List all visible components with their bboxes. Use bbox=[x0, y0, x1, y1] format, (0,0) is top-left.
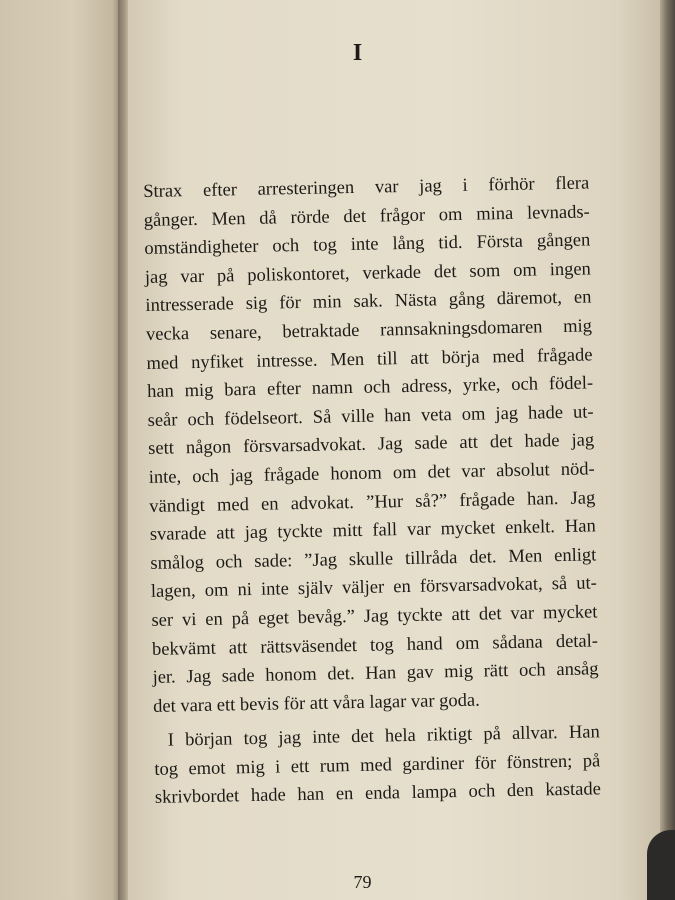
text-line: lagen, om ni inte själv väljer en försvarsadvokat, så ut- bbox=[150, 573, 598, 603]
paragraph-2 bbox=[154, 719, 602, 813]
text-line: Strax efter arresteringen var jag i förhör flera bbox=[143, 173, 590, 202]
text-line: I början tog jag inte det hela riktigt på allvar. Han bbox=[167, 722, 600, 751]
text-line: det vara ett bevis för att våra lagar var goda. bbox=[152, 690, 480, 717]
paragraph-1 bbox=[143, 169, 599, 721]
text-line: med nyfiket intresse. Men till att börja med frågade bbox=[146, 344, 593, 374]
text-line: jag var på poliskontoret, verkade det som om ingen bbox=[144, 259, 592, 288]
text-line: seår och födelseort. Så ville han veta om jag hade ut- bbox=[147, 402, 594, 431]
text-line: jer. Jag sade honom det. Han gav mig rätt och ansåg bbox=[152, 659, 599, 688]
page-edge bbox=[660, 0, 675, 900]
page-number: 79 bbox=[353, 872, 372, 892]
text-line: ser vi en på eget bevåg.” Jag tyckte att det var mycket bbox=[151, 602, 598, 631]
text-line: sett någon försvarsadvokat. Jag sade att det hade jag bbox=[148, 430, 595, 460]
left-page bbox=[0, 0, 122, 900]
text-line: vecka senare, betraktade rannsakningsdomaren mig bbox=[145, 316, 593, 345]
text-line: svarade att jag tyckte mitt fall var mycket enkelt. Han bbox=[149, 516, 596, 546]
text-line: smålog och sade: ”Jag skulle tillråda det. Men enligt bbox=[150, 545, 597, 574]
text-line: vändigt med en advokat. ”Hur så?” frågade han. Jag bbox=[149, 487, 596, 517]
text-line: bekvämt att rättsväsendet tog hand om sådana detal- bbox=[151, 630, 599, 660]
chapter-heading: I bbox=[352, 40, 363, 66]
text-line: tog emot mig i ett rum med gardiner för fönstren; på bbox=[154, 751, 601, 780]
text-line: gånger. Men då rörde det frågor om mina levnads- bbox=[143, 202, 590, 231]
text-line: omständigheter och tog inte lång tid. Första gången bbox=[144, 230, 591, 260]
text-line: skrivbordet hade han en enda lampa och den kastade bbox=[154, 779, 602, 809]
text-line: inte, och jag frågade honom om det var absolut nöd- bbox=[148, 459, 595, 488]
text-line: intresserade sig för min sak. Nästa gång däremot, en bbox=[145, 287, 592, 317]
body-text bbox=[143, 169, 601, 813]
text-line: han mig bara efter namn och adress, yrke, och födel- bbox=[146, 373, 594, 403]
